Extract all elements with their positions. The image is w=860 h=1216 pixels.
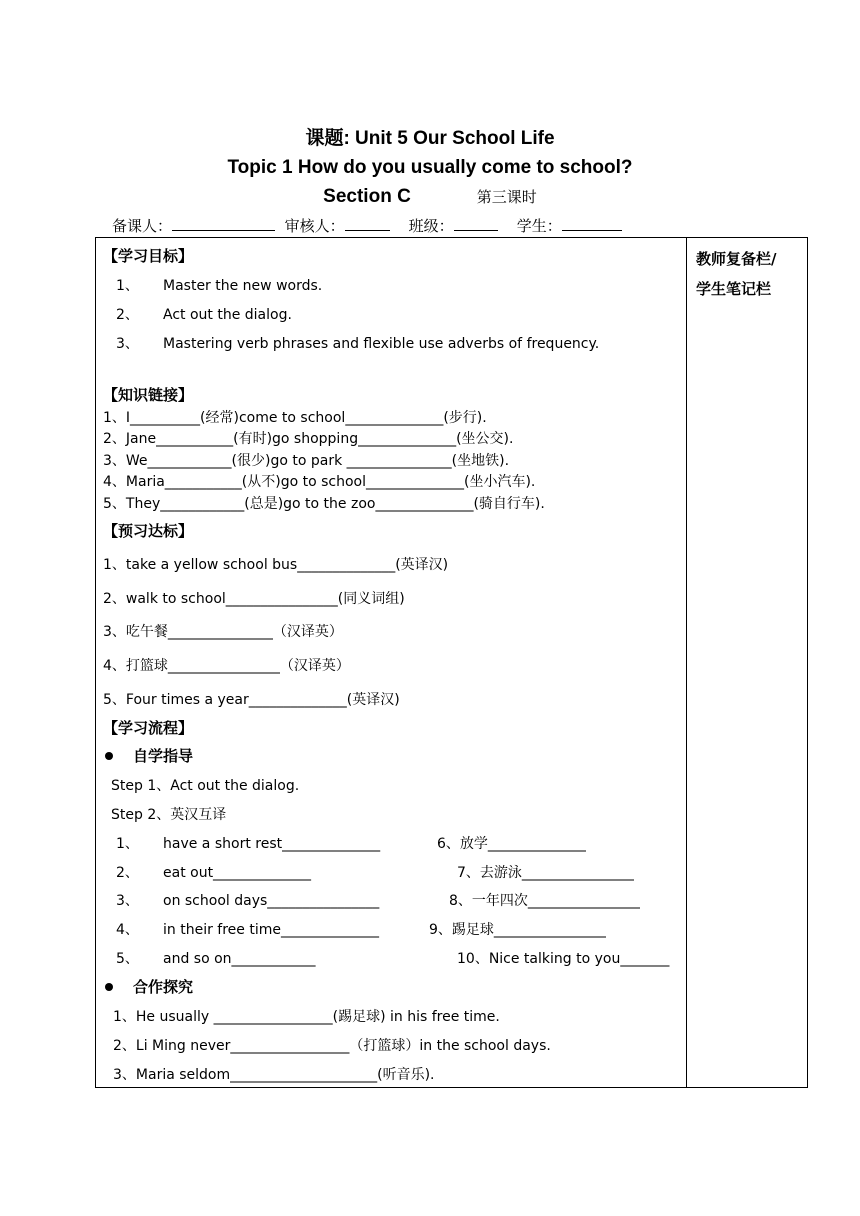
section-label: Section C (323, 186, 411, 207)
translate-left-4: in their free time______________ (163, 922, 379, 938)
meta-line (112, 215, 622, 236)
goal-num-3: 3、 (116, 336, 139, 352)
knowledge-line-3: 3、We____________(很少)go to park _______________(坐地铁). (103, 453, 510, 469)
step-1: Step 1、Act out the dialog. (111, 778, 300, 794)
knowledge-heading: 【知识链接】 (103, 386, 194, 404)
bullet-icon (105, 752, 113, 760)
column-divider (686, 237, 687, 1087)
class-label: 班级： (408, 217, 454, 235)
preview-line-1: 1、take a yellow school bus______________(英译汉) (103, 557, 449, 573)
goal-num-2: 2、 (116, 307, 139, 323)
reviewer-blank[interactable] (345, 216, 390, 231)
step-2: Step 2、英汉互译 (111, 807, 227, 823)
translate-num-4: 4、 (116, 922, 139, 938)
preview-line-5: 5、Four times a year______________(英译汉) (103, 692, 400, 708)
translate-right-6: 6、放学______________ (437, 836, 586, 852)
knowledge-line-1: 1、I__________(经常)come to school______________(步行). (103, 410, 487, 426)
translate-right-10: 10、Nice talking to you_______ (457, 951, 670, 967)
goal-text-3: Mastering verb phrases and flexible use adverbs of frequency. (163, 336, 600, 352)
student-label: 学生： (516, 217, 562, 235)
translate-num-5: 5、 (116, 951, 139, 967)
translate-left-5: and so on____________ (163, 951, 316, 967)
translate-left-2: eat out______________ (163, 865, 312, 881)
side-label-2: 学生笔记栏 (696, 280, 772, 298)
knowledge-line-5: 5、They____________(总是)go to the zoo______________(骑自行车). (103, 496, 545, 512)
coop-line-1: 1、He usually _________________(踢足球) in his free time. (113, 1009, 500, 1025)
bullet-icon (105, 983, 113, 991)
goal-text-1: Master the new words. (163, 278, 323, 294)
translate-num-2: 2、 (116, 865, 139, 881)
preview-heading: 【预习达标】 (103, 522, 194, 540)
goal-num-1: 1、 (116, 278, 139, 294)
preview-line-4: 4、打篮球________________（汉译英） (103, 658, 350, 674)
knowledge-line-4: 4、Maria___________(从不)go to school______________(坐小汽车). (103, 474, 536, 490)
process-heading: 【学习流程】 (103, 719, 194, 737)
coop-line-3: 3、Maria seldom_____________________(听音乐). (113, 1067, 435, 1083)
translate-right-8: 8、一年四次________________ (449, 893, 640, 909)
cooperate-heading: 合作探究 (133, 978, 194, 996)
side-label-1: 教师复备栏/ (696, 250, 777, 268)
translate-num-3: 3、 (116, 893, 139, 909)
preparer-blank[interactable] (172, 216, 275, 231)
preview-line-3: 3、吃午餐_______________（汉译英） (103, 624, 343, 640)
title-line-2: Topic 1 How do you usually come to school? (227, 157, 633, 178)
translate-right-7: 7、去游泳________________ (457, 865, 634, 881)
preparer-label: 备课人： (112, 217, 173, 235)
reviewer-label: 审核人： (284, 217, 345, 235)
translate-right-9: 9、踢足球________________ (429, 922, 606, 938)
translate-left-3: on school days________________ (163, 893, 380, 909)
translate-left-1: have a short rest______________ (163, 836, 381, 852)
knowledge-line-2: 2、Jane___________(有时)go shopping______________(坐公交). (103, 431, 514, 447)
title-line-1: 课题: Unit 5 Our School Life (305, 128, 555, 149)
goals-heading: 【学习目标】 (103, 247, 194, 265)
title-line-3 (0, 182, 860, 212)
student-blank[interactable] (562, 216, 622, 231)
translate-num-1: 1、 (116, 836, 139, 852)
class-blank[interactable] (454, 216, 498, 231)
preview-line-2: 2、walk to school________________(同义词组) (103, 591, 405, 607)
goal-text-2: Act out the dialog. (163, 307, 292, 323)
self-study-heading: 自学指导 (133, 747, 194, 765)
notes-column-header (696, 244, 802, 304)
coop-line-2: 2、Li Ming never_________________（打篮球）in the school days. (113, 1038, 551, 1054)
period-label: 第三课时 (476, 189, 537, 206)
